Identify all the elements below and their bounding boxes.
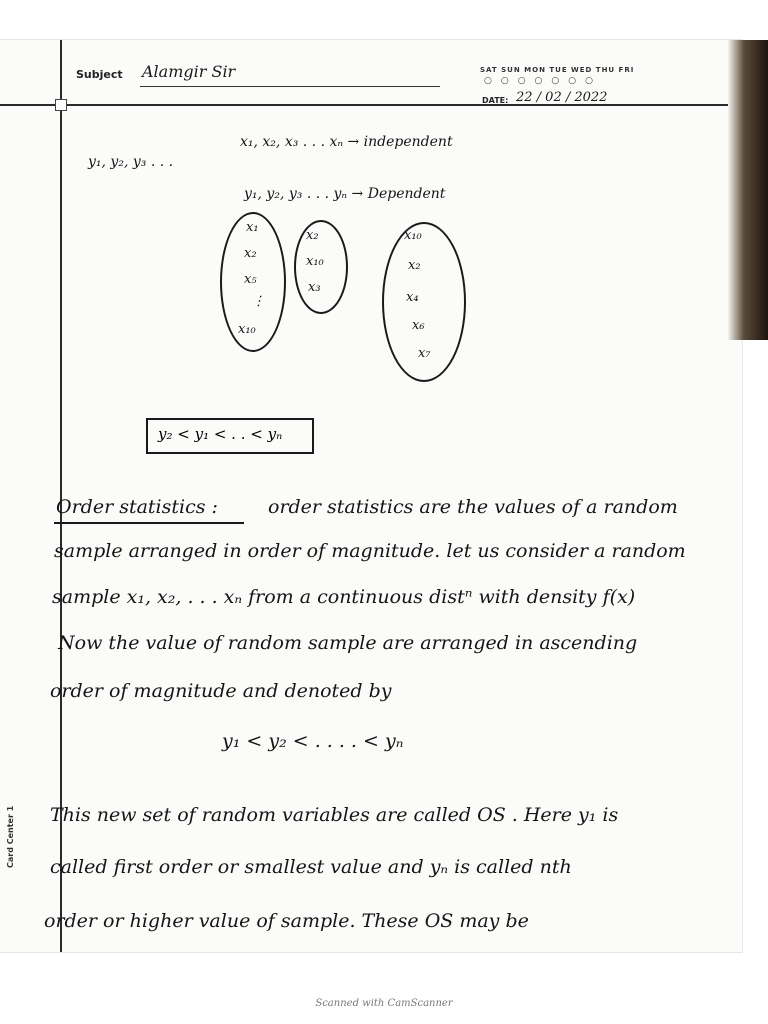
- oval-1-item: x₅: [244, 272, 257, 287]
- oval-3-item: x₇: [418, 346, 431, 361]
- sidebar-vertical-text: Card Center 1: [6, 805, 15, 868]
- oval-3-item: x₂: [408, 258, 421, 273]
- body-line-6: y₁ < y₂ < . . . . < yₙ: [222, 730, 404, 752]
- oval-2-item: x₂: [306, 228, 319, 243]
- boxed-inequality-text: y₂ < y₁ < . . < yₙ: [158, 425, 283, 443]
- body-line-1: order statistics are the values of a random: [268, 496, 678, 518]
- subject-label: Subject: [76, 68, 123, 81]
- y-left: y₁, y₂, y₃ . . .: [88, 154, 174, 170]
- background-edge: [728, 40, 768, 340]
- oval-2-item: x₃: [308, 280, 321, 295]
- body-line-8: called first order or smallest value and yₙ is called nth: [50, 856, 572, 878]
- body-line-2: sample arranged in order of magnitude. let us consider a random: [54, 540, 686, 562]
- x-sequence: x₁, x₂, x₃ . . . xₙ → independent: [240, 134, 453, 150]
- oval-3-item: x₆: [412, 318, 425, 333]
- boxed-inequality: [146, 418, 314, 454]
- oval-3-item: x₁₀: [404, 228, 422, 243]
- subject-value: Alamgir Sir: [142, 62, 236, 81]
- oval-1-item: x₁₀: [238, 322, 256, 337]
- oval-3-item: x₄: [406, 290, 419, 305]
- body-line-3: sample x₁, x₂, . . . xₙ from a continuous distⁿ with density f(x): [52, 586, 636, 608]
- corner-square: [55, 99, 67, 111]
- oval-1-item: ⋮: [252, 294, 265, 309]
- body-line-5: order of magnitude and denoted by: [50, 680, 392, 702]
- header-rule: [0, 104, 742, 106]
- notebook-page: [0, 40, 742, 952]
- oval-2: [294, 220, 348, 314]
- y-sequence: y₁, y₂, y₃ . . . yₙ → Dependent: [244, 186, 446, 202]
- scanner-footer: Scanned with CamScanner: [315, 998, 453, 1009]
- weekday-dots: ○○○○○○○: [484, 76, 602, 86]
- weekday-row: SAT SUN MON TUE WED THU FRI: [480, 66, 635, 74]
- date-value: 22 / 02 / 2022: [516, 90, 608, 105]
- body-line-4: Now the value of random sample are arranged in ascending: [58, 632, 638, 654]
- subject-line: [140, 86, 440, 87]
- oval-1-item: x₂: [244, 246, 257, 261]
- oval-1-item: x₁: [246, 220, 259, 235]
- oval-3: [382, 222, 466, 382]
- heading-underline: [54, 522, 244, 524]
- heading-order-statistics: Order statistics :: [56, 496, 218, 518]
- body-line-9: order or higher value of sample. These OS may be: [44, 910, 529, 932]
- oval-2-item: x₁₀: [306, 254, 324, 269]
- date-label: DATE:: [482, 96, 509, 105]
- body-line-7: This new set of random variables are called OS . Here y₁ is: [50, 804, 619, 826]
- oval-1: [220, 212, 286, 352]
